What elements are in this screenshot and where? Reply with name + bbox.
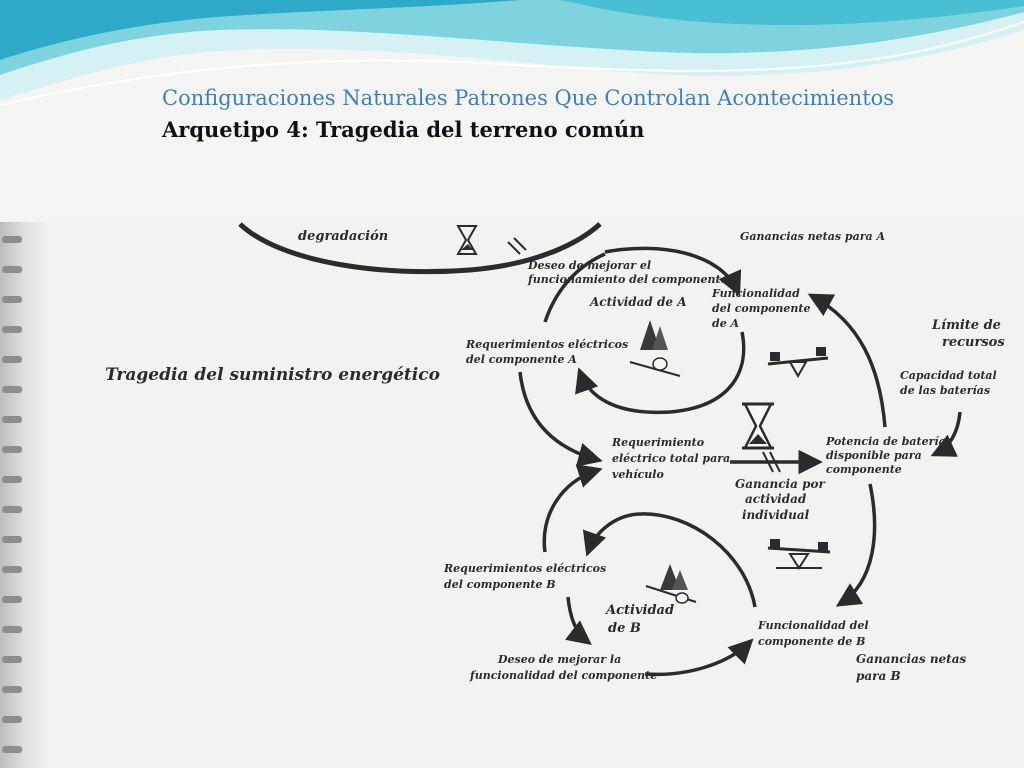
label-funcionalidad-b-1: Funcionalidad del bbox=[758, 619, 869, 632]
label-requerimiento-total-1: Requerimiento bbox=[612, 436, 705, 449]
seesaw-icon bbox=[768, 539, 830, 568]
label-limite-1: Límite de bbox=[932, 318, 1001, 333]
tree-log-icon bbox=[630, 320, 680, 376]
slide-title: Arquetipo 4: Tragedia del terreno común bbox=[162, 117, 645, 142]
label-funcionalidad-a-3: de A bbox=[712, 317, 740, 330]
label-ganancias-a: Ganancias netas para A bbox=[740, 230, 886, 243]
hourglass-icon bbox=[742, 404, 774, 448]
arrow-potencia-to-funcionalidad-a bbox=[812, 296, 885, 427]
label-heading: Tragedia del suministro energético bbox=[105, 365, 440, 385]
label-requerimientos-b-1: Requerimientos eléctricos bbox=[444, 562, 607, 575]
label-deseo-a-2: funcionamiento del componente bbox=[528, 273, 728, 286]
tree-log-icon bbox=[646, 564, 696, 603]
label-potencia-1: Potencia de baterías bbox=[826, 435, 952, 448]
label-deseo-a-1: Deseo de mejorar el bbox=[528, 259, 652, 272]
arrow-funcionalidad-b-to-requerimientos-b bbox=[588, 514, 755, 607]
slide-subtitle: Configuraciones Naturales Patrones Que Controlan Acontecimientos bbox=[162, 86, 895, 110]
seesaw-icon bbox=[768, 347, 828, 376]
label-funcionalidad-a-1: Funcionalidad bbox=[712, 287, 800, 300]
label-requerimiento-total-2: eléctrico total para bbox=[612, 452, 731, 465]
label-funcionalidad-b-2: componente de B bbox=[758, 635, 866, 648]
label-requerimientos-a-1: Requerimientos eléctricos bbox=[466, 338, 629, 351]
label-requerimientos-b-2: del componente B bbox=[444, 578, 556, 591]
label-degradacion: degradación bbox=[298, 229, 389, 244]
label-requerimientos-a-2: del componente A bbox=[466, 353, 577, 366]
label-funcionalidad-a-2: del componente bbox=[712, 302, 811, 315]
arrow-deseo-b-to-funcionalidad-b bbox=[645, 642, 750, 674]
label-ganancias-b-1: Ganancias netas bbox=[856, 652, 967, 666]
label-requerimiento-total-3: vehículo bbox=[612, 468, 664, 481]
label-ganancia-ind-2: actividad bbox=[745, 492, 807, 506]
label-limite-2: recursos bbox=[942, 335, 1005, 350]
causal-loop-diagram bbox=[0, 222, 1024, 768]
arrow-requerimientos-b-to-total bbox=[544, 470, 598, 552]
delay-mark bbox=[508, 238, 526, 254]
arrow-potencia-to-funcionalidad-b bbox=[840, 484, 875, 604]
arrow-requerimientos-b-to-deseo-b bbox=[568, 597, 588, 642]
label-actividad-b-1: Actividad bbox=[606, 603, 675, 618]
label-potencia-2: disponible para bbox=[826, 449, 922, 462]
label-deseo-b-1: Deseo de mejorar la bbox=[498, 653, 622, 666]
label-ganancia-ind-1: Ganancia por bbox=[735, 477, 825, 491]
label-deseo-b-2: funcionalidad del componente bbox=[470, 669, 658, 682]
label-actividad-a: Actividad de A bbox=[590, 295, 687, 309]
label-potencia-3: componente bbox=[826, 463, 902, 476]
hourglass-icon bbox=[458, 226, 476, 254]
label-actividad-b-2: de B bbox=[608, 621, 641, 636]
label-capacidad-2: de las baterías bbox=[900, 384, 991, 397]
label-ganancias-b-2: para B bbox=[856, 669, 901, 683]
label-ganancia-ind-3: individual bbox=[742, 508, 810, 522]
label-capacidad-1: Capacidad total bbox=[900, 369, 997, 382]
